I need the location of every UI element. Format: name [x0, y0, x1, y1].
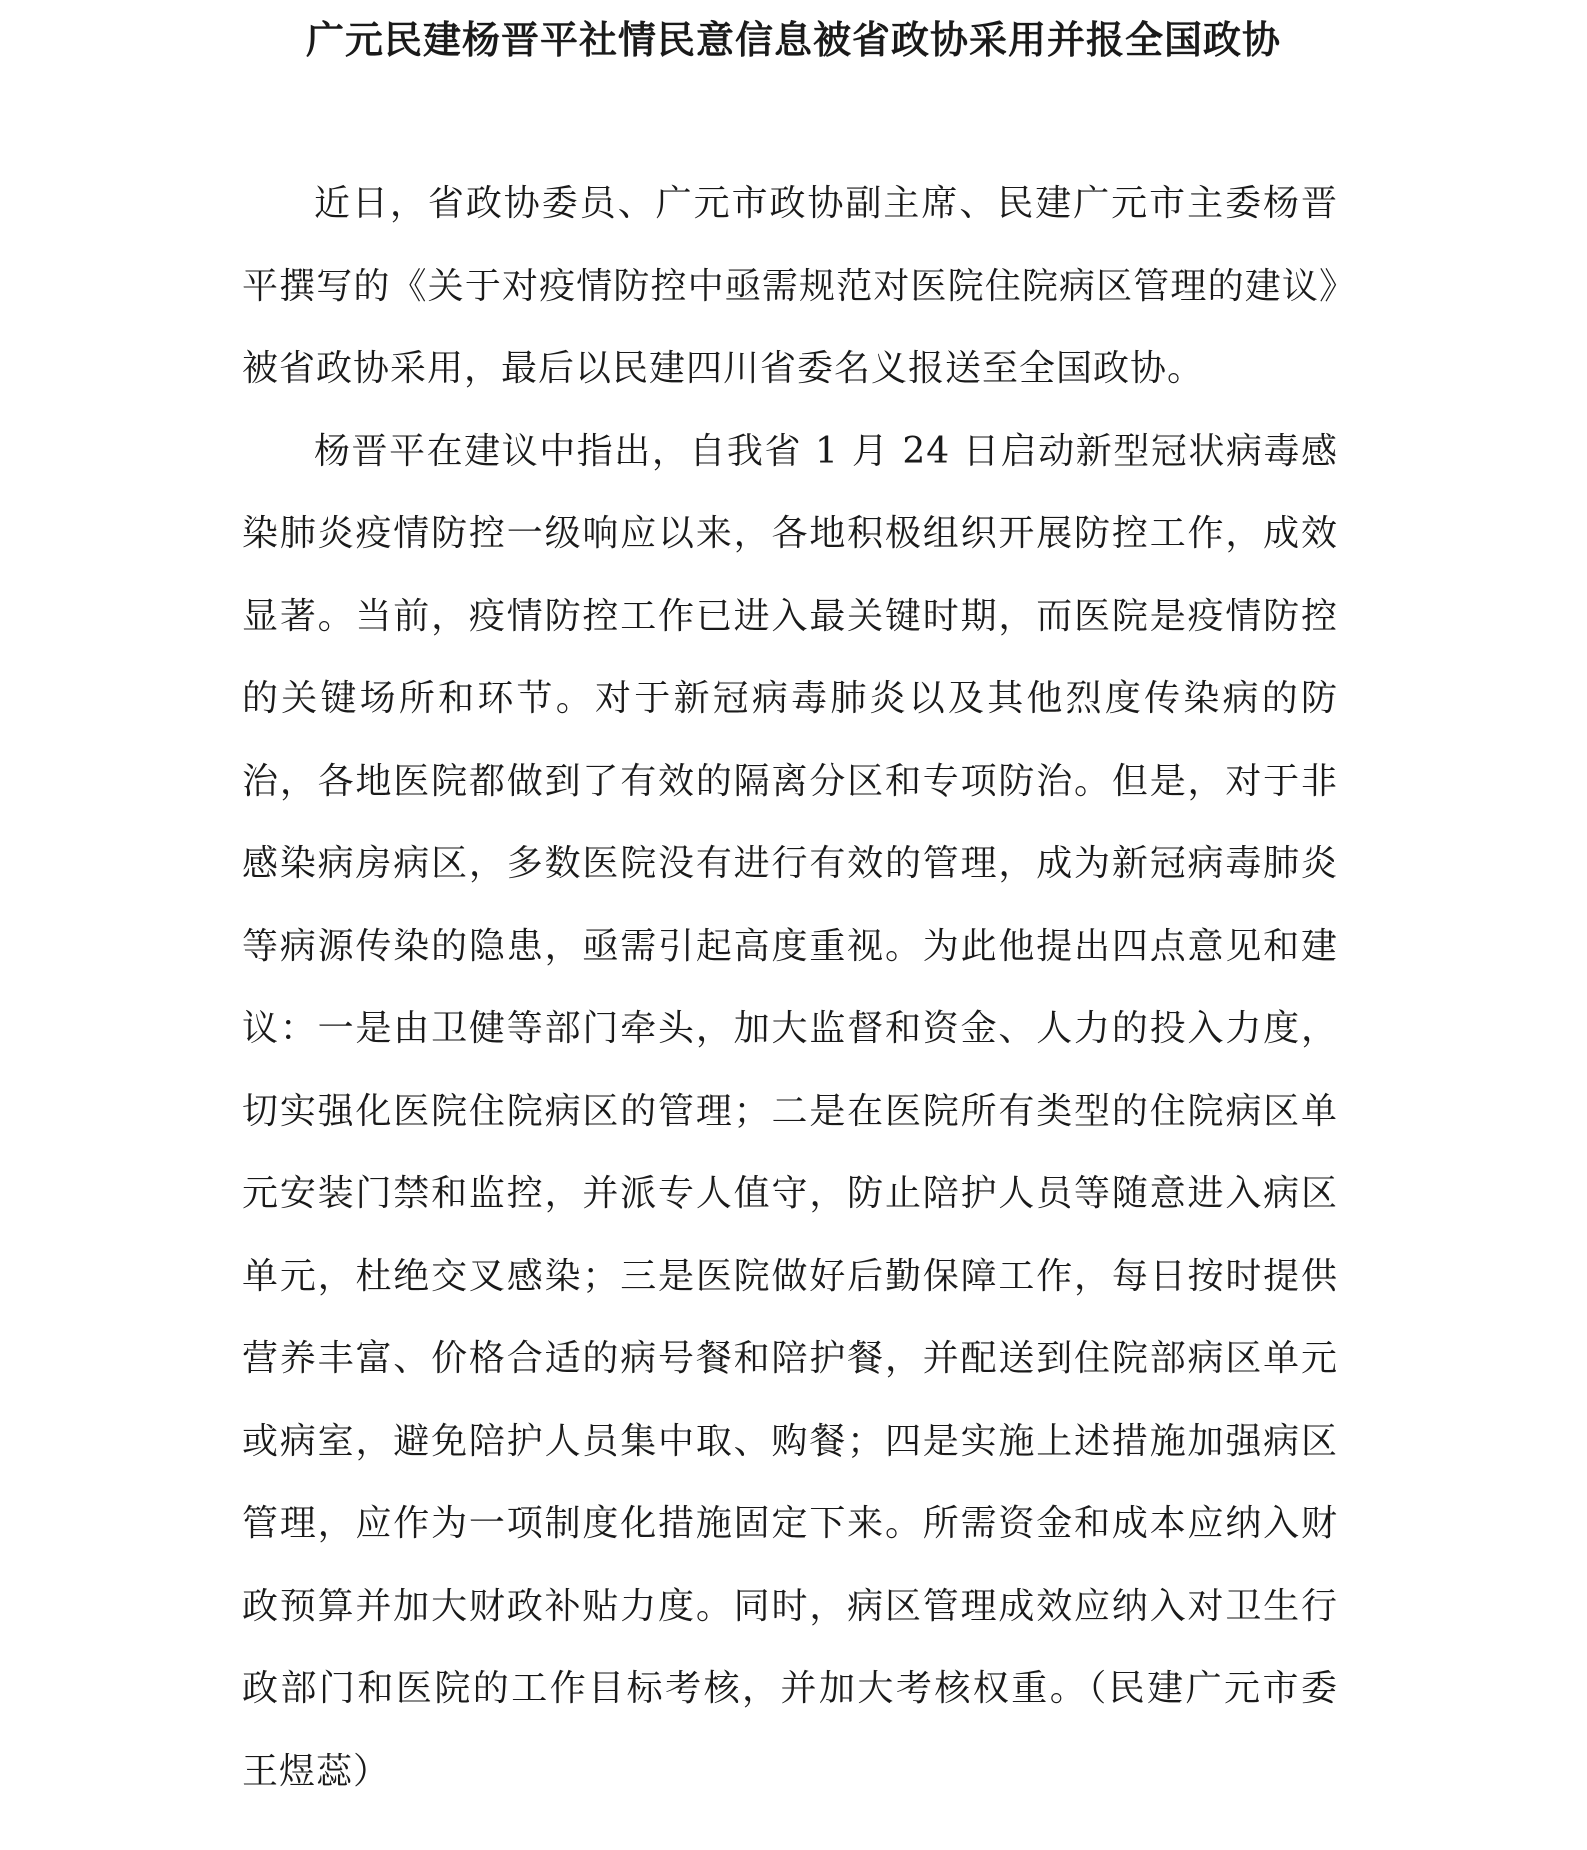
paragraph-suggestions: 杨晋平在建议中指出，自我省 1 月 24 日启动新型冠状病毒感染肺炎疫情防控一级响应以来，各地积极组织开展防控工作，成效显著。当前，疫情防控工作已进入最关键时期，而医院是疫情防控的关键场所和环节。对于新冠病毒肺炎以及其他烈度传染病的防治，各地医院都做到了有效的隔离分区和专项防治。但是，对于非感染病房病区，多数医院没有进行有效的管理，成为新冠病毒肺炎等病源传染的隐患，亟需引起高度重视。为此他提出四点意见和建议：一是由卫健等部门牵头，加大监督和资金、人力的投入力度，切实强化医院住院病区的管理；二是在医院所有类型的住院病区单元安装门禁和监控，并派专人值守，防止陪护人员等随意进入病区单元，杜绝交叉感染；三是医院做好后勤保障工作，每日按时提供营养丰富、价格合适的病号餐和陪护餐，并配送到住院部病区单元或病室，避免陪护人员集中取、购餐；四是实施上述措施加强病区管理，应作为一项制度化措施固定下来。所需资金和成本应纳入财政预算并加大财政补贴力度。同时，病区管理成效应纳入对卫生行政部门和医院的工作目标考核，并加大考核权重。（民建广元市委 王煜蕊）: [242, 430, 1338, 1792]
paragraph-intro: 近日，省政协委员、广元市政协副主席、民建广元市主委杨晋平撰写的《关于对疫情防控中亟需规范对医院住院病区管理的建议》被省政协采用，最后以民建四川省委名义报送至全国政协。: [242, 183, 1338, 389]
document-title: 广元民建杨晋平社情民意信息被省政协采用并报全国政协: [305, 18, 1281, 62]
document-body: [242, 163, 1338, 1813]
